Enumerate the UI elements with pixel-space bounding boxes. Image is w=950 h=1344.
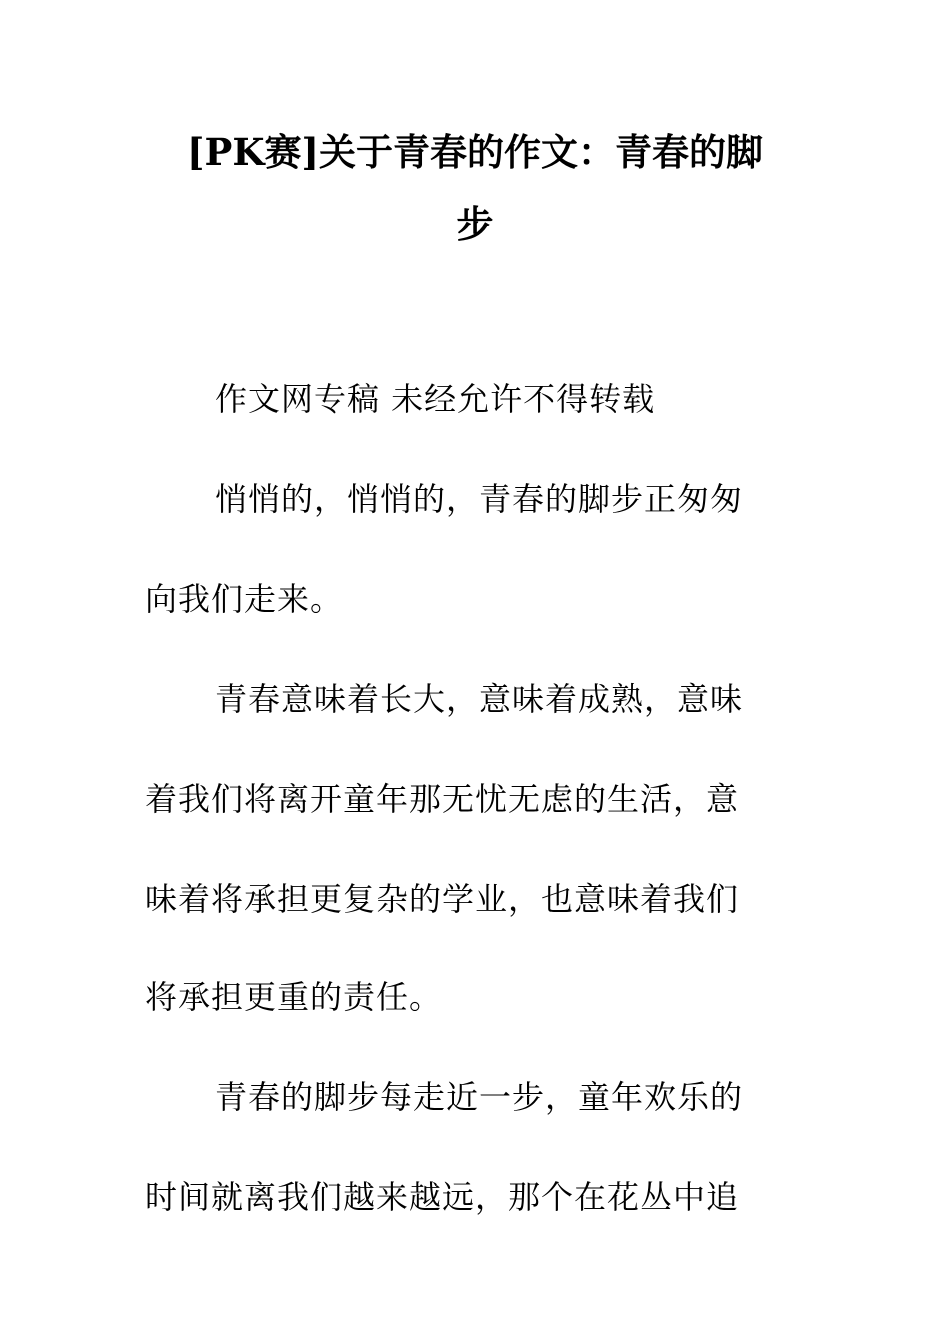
paragraph-1-line-1: 悄悄的，悄悄的，青春的脚步正匆匆 — [215, 480, 744, 518]
paragraph-1-line-2: 向我们走来。 — [145, 580, 344, 618]
paragraph-2-line-4: 将承担更重的责任。 — [145, 978, 443, 1016]
paragraph-3-line-1: 青春的脚步每走近一步，童年欢乐的 — [215, 1078, 744, 1116]
paragraph-2-line-2: 着我们将离开童年那无忧无虑的生活，意 — [145, 780, 740, 818]
paragraph-3-line-2: 时间就离我们越来越远，那个在花丛中追 — [145, 1178, 740, 1216]
notice-line: 作文网专稿 未经允许不得转载 — [215, 380, 656, 418]
paragraph-2-line-1: 青春意味着长大，意味着成熟，意味 — [215, 680, 744, 718]
document-title-line-1: [PK赛]关于青春的作文：青春的脚 — [187, 130, 763, 174]
paragraph-2-line-3: 味着将承担更复杂的学业，也意味着我们 — [145, 880, 740, 918]
document-title-line-2: 步 — [456, 202, 494, 246]
